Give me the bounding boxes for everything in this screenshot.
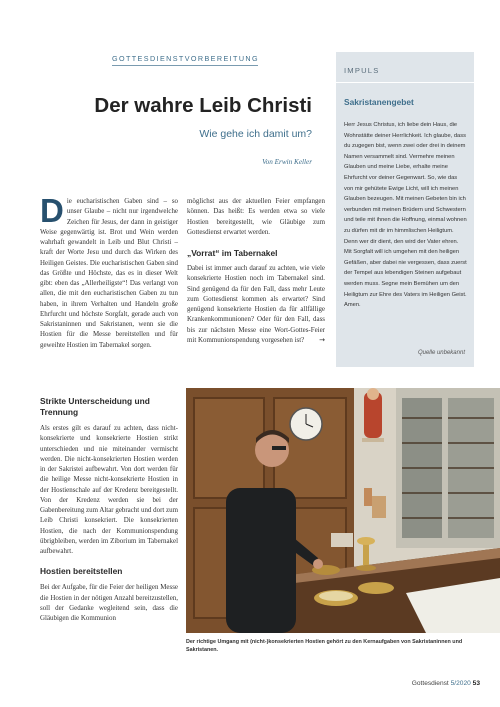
hostien-text: Bei der Aufgabe, für die Feier der heiligen Messe die Hostien in der nötigen Anzahl bereitzustellen, soll der Gedanke wegleitend sein, dass die Gläubigen die Kommunion — [40, 583, 178, 622]
page-footer — [310, 680, 480, 687]
sidebar-label: IMPULS — [344, 66, 380, 75]
vorrat-text-body: Dabei ist immer auch darauf zu achten, wie viele konsekrierte Hostien noch im Tabernakel sind. Sind genügend da für den Fall, dass mehr Leute zum Gottesdienst kommen als erwartet? Sind genügend konsekrierte Hostien da für allfällige Krankenkommunionen? Oder für den Fall, dass bis zur nächsten Messe eine Wort-Gottes-Feier mit Kommunionspendung vorgesehen ist? — [187, 264, 325, 344]
heading-hostien: Hostien bereitstellen — [40, 566, 123, 577]
vorrat-text — [187, 263, 325, 345]
column2-paragraph — [187, 196, 325, 345]
article-subtitle: Wie gehe ich damit um? — [199, 128, 312, 140]
lower-column — [40, 396, 178, 623]
strikte-text: Als erstes gilt es darauf zu achten, dass nicht-konsekrierte und konsekrierte Hostien strikt unterschieden und nie miteinander vermischt werden. Die nicht-konsekrierten Hostien werden in der Sakristei aufbewahrt. Von dort werden für die heilige Messe nicht-konsekrierte Hostien in der Hostienschale auf der Kredenz bereitgestellt. Von der Kredenz werden sie bei der Gabenbereitung zum Altar gebracht und dort zum Leib Christi konsekriert. Die konsekrierten Hostien, die nach der Kommunionspendung übrigbleiben, werden im Ziborium im Tabernakel aufbewahrt. — [40, 424, 178, 555]
heading-strikte: Strikte Unterscheidung und Trennung — [40, 396, 150, 417]
magazine-name: Gottesdienst — [411, 680, 449, 687]
heading-vorrat: „Vorrat“ im Tabernakel — [187, 248, 278, 258]
section-kicker: GOTTESDIENSTVORBEREITUNG — [112, 54, 260, 63]
intro-text: ie eucharistischen Gaben sind – so unser Glaube – nicht nur irgendwelche Zeichen für Jesus, der dann in geistiger Weise gegenwärtig ist. Brot und Wein werden wahrhaft gewandelt in Leib und Blut Christi – kraft der Worte Jesu und durch das Wirken des Heiligen Geistes. Die eucharistischen Gaben sind das Größte und Höchste, das es in dieser Welt gibt: eben das „Allerheiligste“! Das verlangt von allen, die mit den eucharistischen Gaben zu tun haben, in ihrem Verhalten und Handeln große Ehrfurcht und höchste Sorgfalt, gerade auch von Sakristaninnen und Sakristanen, wenn sie die Hostien für die Messe bereitstellen und für geweihte Hostien im Tabernakel sorgen. — [40, 197, 178, 349]
photo-caption: Der richtige Umgang mit (nicht-)konsekrierten Hostien gehört zu den Kernaufgaben von Sakristaninnen und Sakristanen. — [186, 639, 463, 653]
prayer-text: Herr Jesus Christus, ich liebe dein Haus, die Wohnstätte deiner Herrlichkeit. Ich glaube, dass du zugegen bist, wenn zwei oder drei in deinem Namen versammelt sind. Vermehre meinen Glauben und meine Liebe, erhalte meine Ehrfurcht vor deiner Gegenwart. So, wie das von mir gehütete Ewige Licht, will ich meinen Glauben bezeugen. Mit meinen Gebeten bin ich verbunden mit meinen Brüdern und Schwestern und teile mit ihnen die Hoffnung, einmal wohnen zu dürfen mit dir im himmlischen Heiligtum. Denn wer dir dient, den wird der Vater ehren. Mit Sorgfalt will ich umgehen mit den heiligen Gefäßen, aber dabei nie vergessen, dass zuerst der Tempel aus lebendigen Steinen aufgebaut werden muss. Segne mein Bemühen um den Heiligtum zur Ehre des Vaters im Heiligen Geist. Amen. — [344, 122, 467, 309]
intro-paragraph — [40, 192, 178, 350]
article-title: Der wahre Leib Christi — [94, 94, 312, 117]
kicker-rule — [112, 65, 258, 66]
sidebar-rule — [336, 82, 474, 83]
prayer-source: Quelle unbekannt — [417, 350, 465, 356]
continue-arrow-icon: → — [319, 335, 325, 344]
issue-separator: / — [454, 680, 457, 687]
page-number: 53 — [472, 680, 480, 687]
continued-text: möglichst aus der aktuellen Feier empfangen können. Das heißt: Es werden etwa so viele Hostien bereitgestellt, wie Gläubige zum Gottesdienst erwartet werden. — [187, 197, 325, 236]
author-byline: Von Erwin Keller — [262, 158, 312, 166]
issue-number: 5 — [450, 680, 455, 687]
article-photo — [186, 388, 500, 633]
issue-year: 2020 — [456, 680, 471, 687]
drop-cap: D — [40, 192, 64, 229]
sidebar-title: Sakristanengebet — [344, 97, 414, 107]
